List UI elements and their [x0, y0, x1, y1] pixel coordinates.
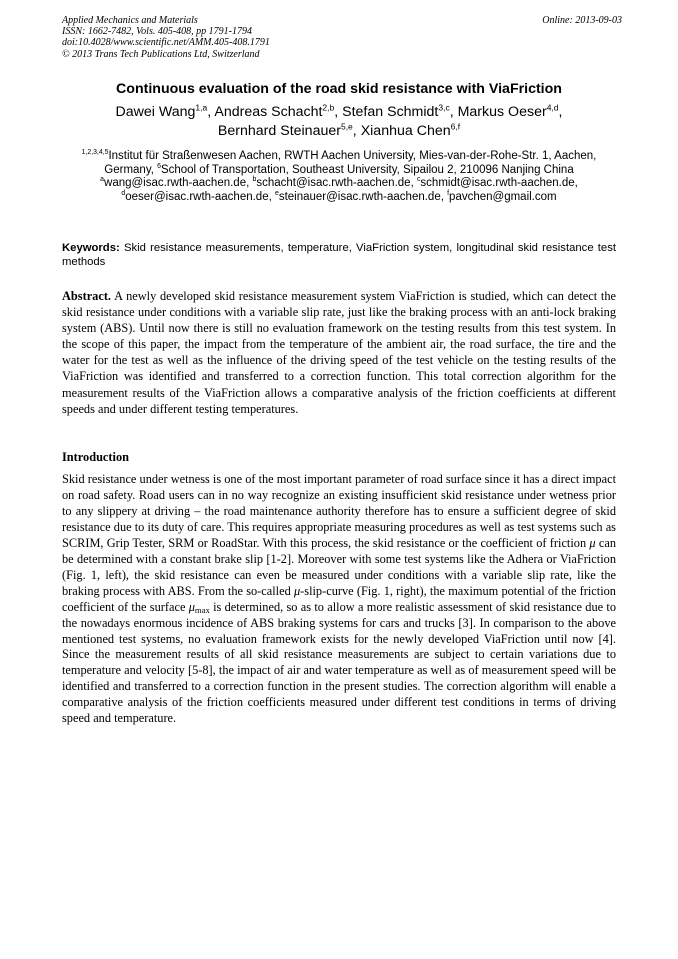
author: Andreas Schacht$^{2,b}$, [214, 102, 343, 120]
abstract-label: Abstract. [62, 289, 112, 303]
keywords-label: Keywords: [62, 242, 120, 254]
email: pavchen@gmail.com [449, 190, 557, 203]
email: steinauer@isac.rwth-aachen.de [278, 190, 441, 203]
mu-max-subscript: max [194, 604, 210, 615]
affiliations [62, 150, 616, 204]
author [361, 123, 460, 139]
email-list: $^a$wang@isac.rwth-aachen.de, $^b$schacht@isac.rwth-aachen.de, $^c$schmidt@isac.rwth-aachen.de, $^d$oeser@isac.rwth-aachen.de, $^e$steinauer@isac.rwth-aachen.de, $^f$pavchen@gmail.com [100, 176, 578, 203]
email: oeser@isac.rwth-aachen.de [125, 190, 269, 203]
author-sup: 1,a [195, 102, 208, 113]
author: Stefan Schmidt$^{3,c}$, [342, 102, 458, 120]
email: wang@isac.rwth-aachen.de [104, 177, 247, 190]
journal-issn: ISSN: 1662-7482, Vols. 405-408, pp 1791-1794 [62, 26, 252, 38]
author-name: Andreas Schacht [214, 104, 323, 120]
author-list [62, 103, 616, 141]
author-sup: 2,b [322, 102, 335, 113]
journal-copyright: © 2013 Trans Tech Publications Ltd, Switzerland [62, 48, 260, 60]
author-sup: 4,d [546, 102, 559, 113]
abstract-text: A newly developed skid resistance measurement system ViaFriction is studied, which can detect the skid resistance under conditions with a variable slip rate, just like the braking process with an anti-lock braking system (ABS). Until now there is still no evaluation framework on the testing results from this test system. In the scope of this paper, the impact from the temperature of the ambient air, the road surface, the tire and the water for the test as well as the influence of the driving speed of the test vehicle on the testing results of the ViaFriction was identified and transferred to a correction function. This total correction algorithm for the measurement results of the ViaFriction allows a comparative analysis of the friction coefficients at different speeds and under different testing temperatures. [62, 289, 617, 416]
author: Markus Oeser$^{4,d}$, [457, 102, 563, 120]
online-date: Online: 2013-09-03 [542, 15, 622, 26]
email: schmidt@isac.rwth-aachen.de, [420, 177, 578, 190]
author-name: Dawei Wang [115, 104, 196, 120]
journal-doi: doi:10.4028/www.scientific.net/AMM.405-408.1791 [62, 37, 270, 49]
paper-title: Continuous evaluation of the road skid resistance with ViaFriction [116, 81, 562, 97]
author-name: Stefan Schmidt [342, 104, 439, 120]
section-heading-introduction: Introduction [62, 450, 129, 464]
introduction-paragraph: Skid resistance under wetness is one of the most important parameter of road surface since it has a direct impact on road safety. Road users can in no way recognize an existing insufficient skid resistance under wetness prior to any slippery at driving – the road maintenance authority therefore has to ensure a sufficient degree of skid resistance due to its duty of care. This requires appropriate measuring procedures as well as test systems such as SCRIM, Grip Tester, SRM or RoadStar. With this process, the skid resistance or the coefficient of friction μ can be determined with a constant brake slip [1-2]. Moreover with some test systems like the Adhera or ViaFriction (Fig. 1, left), the skid resistance can even be measured under conditions with a variable slip rate, like the braking process with ABS. From the so-called μ-slip-curve (Fig. 1, right), the maximum potential of the friction coefficient of the surface $\mu_{max}$ is determined, so as to allow a more realistic assessment of skid resistance due to the nowadays enormous incidence of ABS braking systems for cars and trucks [3]. In comparison to the above mentioned test systems, no evaluation framework exists for the newly developed ViaFriction until now [4]. Since the measurement results of all skid resistance measurements are subject to certain variations due to temperature and velocity [5-8], the impact of air and water temperature as well as of measurement speed will be identified and transferred to a correction function in the present studies. The correction algorithm will enable a comparative analysis of the friction coefficients measured under different test conditions in terms of driving speed and temperature. [62, 472, 617, 726]
affiliation-text: $^{1,2,3,4,5}$Institut für Straßenwesen Aachen, RWTH Aachen University, Mies-van-der-Rohe-Str. 1, Aachen, Germany, $^6$School of Transportation, Southeast University, Sipailou 2, 210096 Nanjing China [81, 149, 597, 176]
mu-max-symbol: μ [188, 599, 195, 614]
mu-symbol: μ [589, 535, 596, 550]
keywords [62, 241, 616, 269]
author-sup: 6,f [450, 121, 461, 132]
mu-symbol: μ [293, 583, 301, 598]
author-name: Xianhua Chen [360, 123, 451, 139]
author-name: Bernhard Steinauer [217, 123, 341, 139]
author-sup: 5,e [340, 121, 353, 132]
journal-header [62, 15, 622, 60]
author: Bernhard Steinauer$^{5,e}$, [217, 121, 361, 139]
email: schacht@isac.rwth-aachen.de [256, 177, 411, 190]
keywords-text: Skid resistance measurements, temperature, ViaFriction system, longitudinal skid resistance test methods [62, 242, 616, 268]
abstract [62, 288, 616, 417]
author: Dawei Wang$^{1,a}$, [115, 102, 215, 120]
author-name: Markus Oeser [457, 104, 547, 120]
author-sup: 3,c [438, 102, 450, 113]
journal-name: Applied Mechanics and Materials [62, 15, 198, 26]
